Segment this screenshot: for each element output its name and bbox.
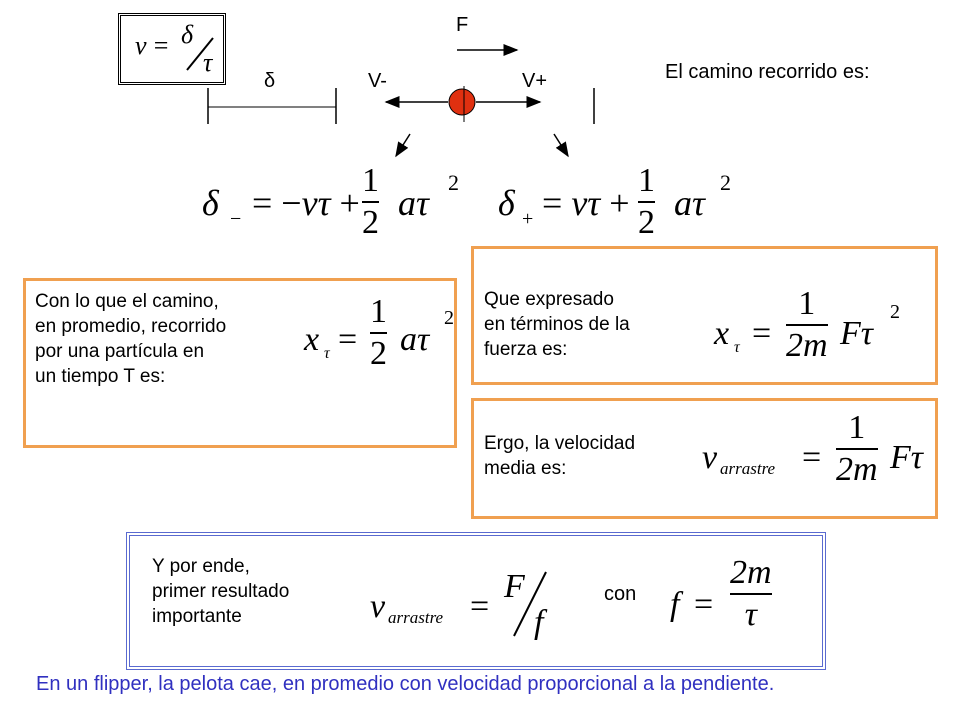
equals: = <box>802 439 822 476</box>
friction-num: 2m <box>730 554 772 591</box>
half-fraction <box>370 295 387 371</box>
half-num: 1 <box>370 293 387 330</box>
half-fraction <box>362 164 379 240</box>
f-tau: Fτ <box>840 315 873 352</box>
text-line: Con lo que el camino, <box>35 291 219 312</box>
f-tau: Fτ <box>890 439 923 476</box>
average-path-box <box>23 278 457 448</box>
text-line: por una partícula en <box>35 341 205 362</box>
half-den: 2 <box>638 204 655 241</box>
text-line: Que expresado <box>484 289 614 310</box>
diagram-drawing <box>0 0 960 170</box>
a-tau: aτ <box>674 183 705 223</box>
mean-velocity-formula <box>702 407 938 507</box>
tau-sub: τ <box>324 345 330 362</box>
square-exp: 2 <box>720 170 731 195</box>
frac-den: 2m <box>786 327 828 364</box>
ball <box>449 89 475 115</box>
tau-sub: τ <box>734 339 740 356</box>
x-tau: x <box>304 321 320 358</box>
con-label: con <box>604 583 637 605</box>
friction-fraction <box>730 556 772 632</box>
v-plus-label: V+ <box>522 70 548 92</box>
equals: = <box>470 588 490 625</box>
force-expression-formula <box>714 285 924 375</box>
friction-den: τ <box>744 596 757 633</box>
velocity-denominator: τ <box>203 48 213 77</box>
half-den: 2 <box>362 204 379 241</box>
one-over-2m-fraction <box>786 287 828 363</box>
f-denominator: f <box>534 604 544 641</box>
v-minus-label: V- <box>368 70 387 92</box>
arrastre-sub: arrastre <box>720 459 776 478</box>
delta-minus-subscript: − <box>230 208 242 230</box>
text-line: en términos de la <box>484 314 630 335</box>
text-line: Y por ende, <box>152 556 250 577</box>
velocity-numerator: δ <box>181 20 194 49</box>
v-symbol: v <box>370 588 386 625</box>
force-label: F <box>456 14 469 36</box>
average-path-formula <box>304 289 454 379</box>
square-exp: 2 <box>890 301 900 323</box>
path-caption: El camino recorrido es: <box>665 61 870 83</box>
delta-plus-subscript: + <box>522 208 534 230</box>
equals: = <box>752 315 772 352</box>
arrastre-sub: arrastre <box>388 608 444 627</box>
mean-velocity-text <box>484 431 635 481</box>
bottom-note: En un flipper, la pelota cae, en promedio con velocidad proporcional a la pendiente. <box>36 673 775 695</box>
text-line: fuerza es: <box>484 339 568 360</box>
v-symbol: v <box>702 439 718 476</box>
drag-velocity-formula <box>370 552 570 652</box>
half-num: 1 <box>638 162 655 199</box>
f-numerator: F <box>504 568 525 605</box>
result-box <box>126 532 826 670</box>
text-line: un tiempo T es: <box>35 366 166 387</box>
x-tau: x <box>714 315 730 352</box>
half-num: 1 <box>362 162 379 199</box>
equals: = <box>694 586 714 623</box>
frac-num: 1 <box>798 285 816 322</box>
mean-velocity-box <box>471 398 938 519</box>
a-tau: aτ <box>400 321 430 358</box>
square-exp: 2 <box>444 307 454 329</box>
half-fraction <box>638 164 655 240</box>
delta-plus-rhs: = vτ + <box>542 183 630 223</box>
one-over-2m-fraction <box>836 411 878 487</box>
down-right-arrow <box>554 134 568 156</box>
velocity-symbol: v <box>135 31 147 60</box>
average-path-text <box>35 289 226 389</box>
half-den: 2 <box>370 335 387 372</box>
frac-den: 2m <box>836 451 878 488</box>
friction-formula <box>670 550 810 650</box>
delta-minus-rhs: = −vτ + <box>252 183 360 223</box>
delta-plus-symbol: δ <box>498 183 515 223</box>
square-exp: 2 <box>448 170 459 195</box>
text-line: en promedio, recorrido <box>35 316 227 337</box>
force-expression-text <box>484 287 630 362</box>
delta-minus-symbol: δ <box>202 183 219 223</box>
f-symbol: f <box>670 586 680 623</box>
result-text <box>152 554 289 629</box>
text-line: importante <box>152 606 242 627</box>
down-left-arrow <box>396 134 410 156</box>
frac-num: 1 <box>848 409 866 446</box>
text-line: Ergo, la velocidad <box>484 433 636 454</box>
delta-label: δ <box>264 70 276 92</box>
equals-sign: = <box>153 31 169 60</box>
equals: = <box>338 321 358 358</box>
a-tau: aτ <box>398 183 429 223</box>
text-line: media es: <box>484 458 567 479</box>
text-line: primer resultado <box>152 581 290 602</box>
force-expression-box <box>471 246 938 385</box>
